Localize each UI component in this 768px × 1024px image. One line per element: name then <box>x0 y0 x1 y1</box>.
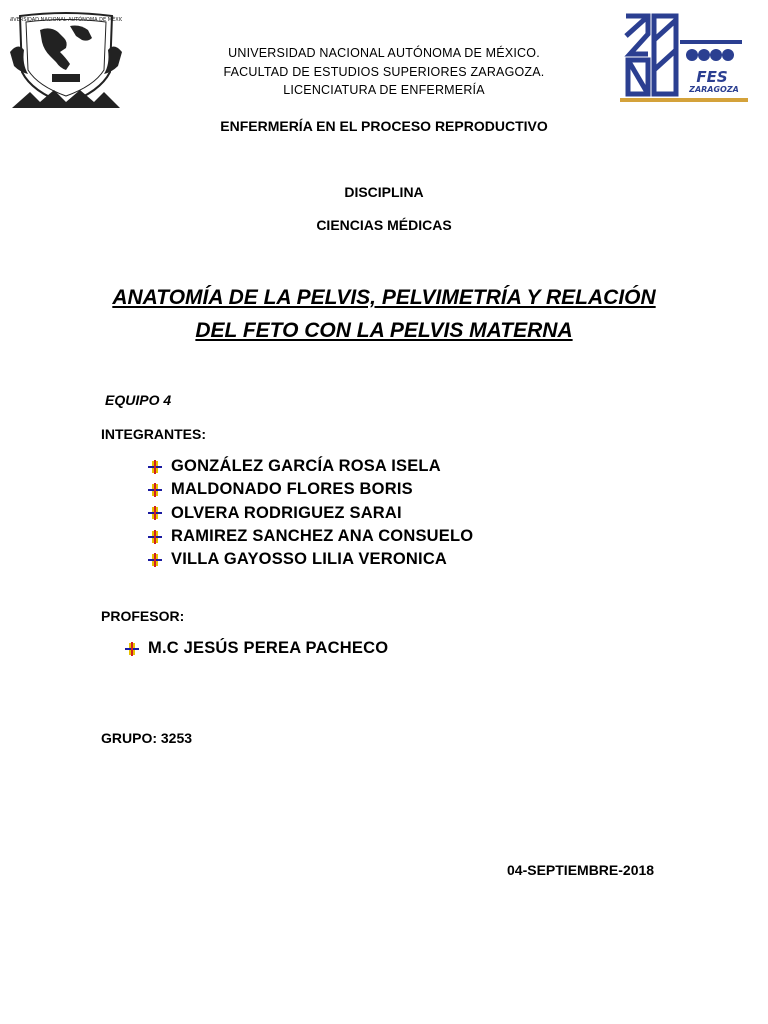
discipline-value: CIENCIAS MÉDICAS <box>316 217 452 233</box>
header-line-faculty: FACULTAD DE ESTUDIOS SUPERIORES ZARAGOZA. <box>223 65 545 79</box>
svg-text:ZARAGOZA: ZARAGOZA <box>689 85 739 94</box>
professor-label: PROFESOR: <box>101 608 185 624</box>
arrow-bullet-icon <box>147 506 163 520</box>
arrow-bullet-icon <box>147 460 163 474</box>
arrow-bullet-icon <box>147 553 163 567</box>
svg-text:UNIVERSIDAD NACIONAL AUTÓNOMA: UNIVERSIDAD NACIONAL AUTÓNOMA DE MÉXICO <box>10 17 122 23</box>
document-title-line-1: ANATOMÍA DE LA PELVIS, PELVIMETRÍA Y RELACIÓN <box>112 286 656 309</box>
list-item <box>147 548 473 571</box>
member-name: MALDONADO FLORES BORIS <box>171 480 413 499</box>
header-line-degree: LICENCIATURA DE ENFERMERÍA <box>283 83 485 97</box>
team-label: EQUIPO 4 <box>105 392 172 408</box>
members-list <box>147 455 473 571</box>
discipline-label: DISCIPLINA <box>344 184 424 200</box>
arrow-bullet-icon <box>147 483 163 497</box>
professor-item <box>124 637 388 660</box>
subject-title: ENFERMERÍA EN EL PROCESO REPRODUCTIVO <box>220 118 548 134</box>
member-name: RAMIREZ SANCHEZ ANA CONSUELO <box>171 527 474 546</box>
arrow-bullet-icon <box>124 642 140 656</box>
svg-text:FES: FES <box>696 68 728 86</box>
document-title-line-2: DEL FETO CON LA PELVIS MATERNA <box>195 319 573 342</box>
member-name: OLVERA RODRIGUEZ SARAI <box>171 503 402 522</box>
list-item <box>147 525 473 548</box>
arrow-bullet-icon <box>147 530 163 544</box>
list-item <box>147 478 473 501</box>
professor-name: M.C JESÚS PEREA PACHECO <box>148 639 389 658</box>
group-label: GRUPO: 3253 <box>101 730 193 746</box>
list-item <box>147 502 473 525</box>
member-name: VILLA GAYOSSO LILIA VERONICA <box>171 550 448 569</box>
document-date: 04-SEPTIEMBRE-2018 <box>507 862 655 878</box>
document-title <box>0 281 768 347</box>
members-label: INTEGRANTES: <box>101 426 206 442</box>
header-line-university: UNIVERSIDAD NACIONAL AUTÓNOMA DE MÉXICO. <box>228 46 540 60</box>
member-name: GONZÁLEZ GARCÍA ROSA ISELA <box>171 457 441 476</box>
list-item <box>147 455 473 478</box>
